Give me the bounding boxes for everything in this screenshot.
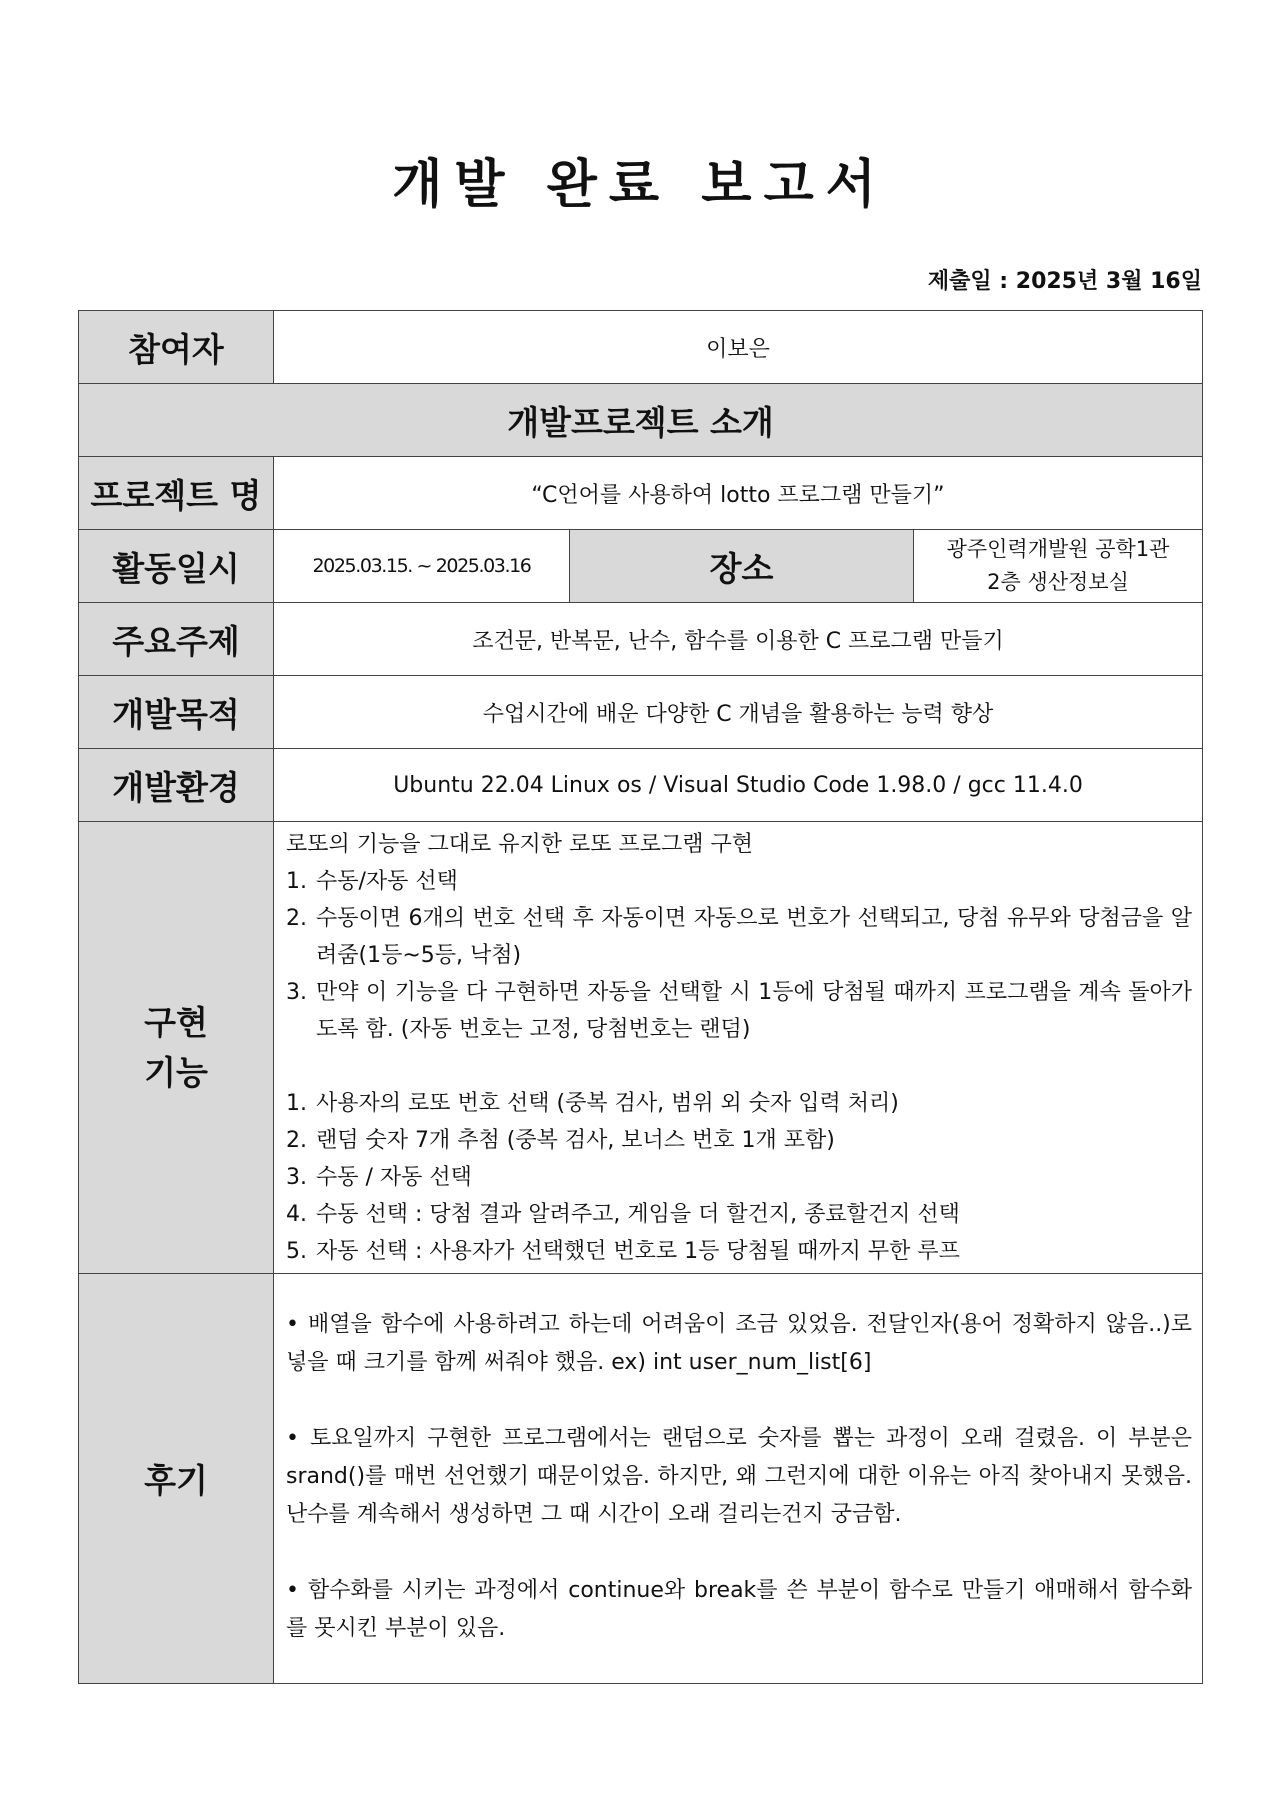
list-item	[286, 900, 1192, 974]
list-item-text: 수동 / 자동 선택	[316, 1164, 472, 1190]
list-item-text: 자동 선택 : 사용자가 선택했던 번호로 1등 당첨될 때까지 무한 루프	[316, 1238, 960, 1264]
list-item	[286, 1085, 1192, 1122]
list-item	[286, 974, 1192, 1048]
place-line-2: 2층 생산정보실	[987, 570, 1129, 594]
list-item-text: 만약 이 기능을 다 구현하면 자동을 선택할 시 1등에 당첨될 때까지 프로그램을 계속 돌아가도록 함. (자동 번호는 고정, 당첨번호는 랜덤)	[316, 979, 1193, 1042]
list-item-number: 4.	[286, 1201, 307, 1227]
topic-value: 조건문, 반복문, 난수, 함수를 이용한 C 프로그램 만들기	[274, 603, 1203, 676]
schedule-label: 활동일시	[79, 530, 274, 603]
review-item: • 함수화를 시키는 과정에서 continue와 break를 쓴 부분이 함수로 만들기 애매해서 함수화를 못시킨 부분이 있음.	[286, 1577, 1193, 1641]
list-item	[286, 1196, 1192, 1233]
environment-value: Ubuntu 22.04 Linux os / Visual Studio Code 1.98.0 / gcc 11.4.0	[274, 749, 1203, 822]
project-name-value: “C언어를 사용하여 lotto 프로그램 만들기”	[274, 457, 1203, 530]
features-content	[274, 822, 1203, 1274]
list-item-text: 수동 선택 : 당첨 결과 알려주고, 게임을 더 할건지, 종료할건지 선택	[316, 1201, 960, 1227]
features-intro: 로또의 기능을 그대로 유지한 로또 프로그램 구현	[286, 831, 754, 857]
topic-label: 주요주제	[79, 603, 274, 676]
spacer	[286, 1048, 1192, 1085]
topic-row	[79, 603, 1203, 676]
review-label: 후기	[79, 1274, 274, 1684]
review-item: • 토요일까지 구현한 프로그램에서는 랜덤으로 숫자를 뽑는 과정이 오래 걸렸음. 이 부분은 srand()를 매번 선언했기 때문이었음. 하지만, 왜 그런지에 대한 이유는 아직 찾아내지 못했음. 난수를 계속해서 생성하면 그 때 시간이 오래 걸리는건지 궁금함.	[286, 1425, 1193, 1527]
list-item	[286, 863, 1192, 900]
list-item-text: 사용자의 로또 번호 선택 (중복 검사, 범위 외 숫자 입력 처리)	[316, 1090, 899, 1116]
review-content	[274, 1274, 1203, 1684]
intro-header: 개발프로젝트 소개	[79, 384, 1203, 457]
review-item: • 배열을 함수에 사용하려고 하는데 어려움이 조금 있었음. 전달인자(용어 정확하지 않음..)로 넣을 때 크기를 함께 써줘야 했음. ex) int user_num_list[6]	[286, 1311, 1193, 1375]
features-row	[79, 822, 1203, 1274]
features-label-line-2: 기능	[144, 1052, 208, 1092]
features-label	[79, 822, 274, 1274]
list-item	[286, 1122, 1192, 1159]
participants-row	[79, 311, 1203, 384]
list-item-text: 수동이면 6개의 번호 선택 후 자동이면 자동으로 번호가 선택되고, 당첨 유무와 당첨금을 알려줌(1등~5등, 낙첨)	[316, 905, 1193, 968]
list-item-number: 5.	[286, 1238, 307, 1264]
participants-value: 이보은	[274, 311, 1203, 384]
purpose-value: 수업시간에 배운 다양한 C 개념을 활용하는 능력 향상	[274, 676, 1203, 749]
participants-label: 참여자	[79, 311, 274, 384]
submit-date: 제출일 : 2025년 3월 16일	[927, 269, 1202, 294]
list-item-number: 3.	[286, 979, 307, 1005]
feature-list-1	[286, 863, 1192, 1048]
list-item	[286, 1233, 1192, 1270]
list-item	[286, 1159, 1192, 1196]
features-label-line-1: 구현	[144, 1002, 208, 1042]
list-item-number: 1.	[286, 1090, 307, 1116]
purpose-label: 개발목적	[79, 676, 274, 749]
schedule-row	[79, 530, 1203, 603]
list-item-number: 2.	[286, 905, 307, 931]
project-name-label: 프로젝트 명	[79, 457, 274, 530]
schedule-value: 2025.03.15. ~ 2025.03.16	[274, 530, 570, 603]
list-item-number: 2.	[286, 1127, 307, 1153]
list-item-text: 수동/자동 선택	[316, 868, 458, 894]
list-item-text: 랜덤 숫자 7개 추첨 (중복 검사, 보너스 번호 1개 포함)	[316, 1127, 835, 1153]
feature-list-2	[286, 1085, 1192, 1270]
environment-row	[79, 749, 1203, 822]
place-value	[914, 530, 1203, 603]
environment-label: 개발환경	[79, 749, 274, 822]
intro-header-row	[79, 384, 1203, 457]
document-title: 개발 완료 보고서	[392, 155, 888, 215]
list-item-number: 1.	[286, 868, 307, 894]
project-name-row	[79, 457, 1203, 530]
review-row	[79, 1274, 1203, 1684]
place-label: 장소	[570, 530, 914, 603]
report-table	[78, 310, 1203, 1684]
place-line-1: 광주인력개발원 공학1관	[946, 537, 1170, 561]
list-item-number: 3.	[286, 1164, 307, 1190]
purpose-row	[79, 676, 1203, 749]
